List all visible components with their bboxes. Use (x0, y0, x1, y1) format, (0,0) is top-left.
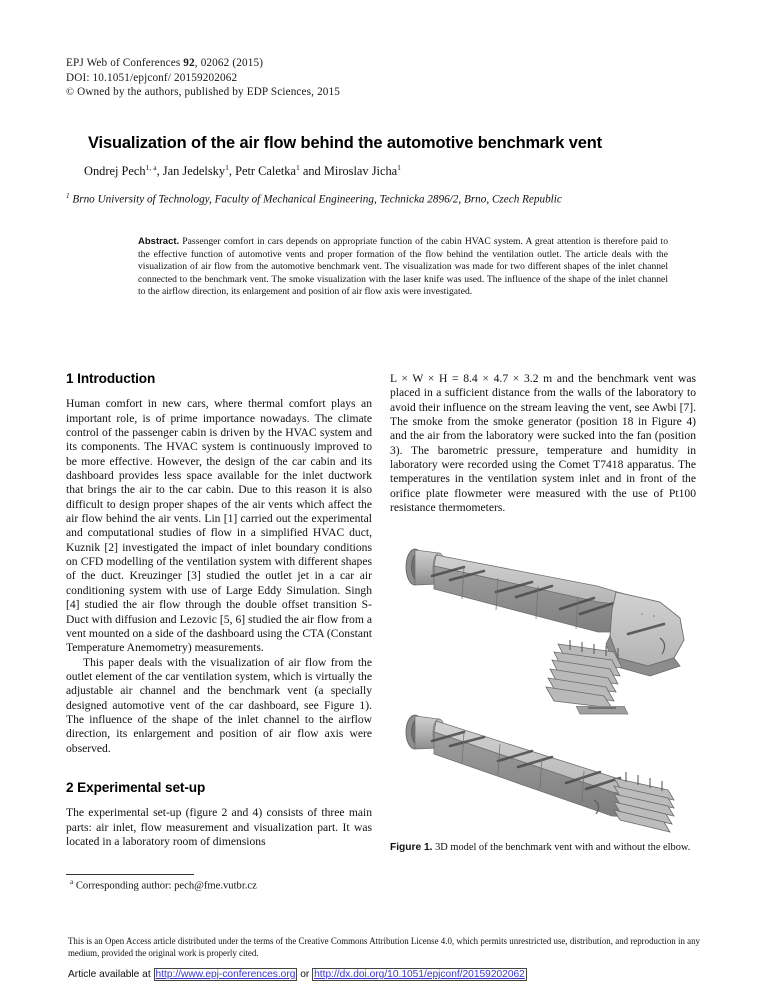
copyright-text: Owned by the authors, published by EDP Sciences, 2015 (77, 86, 341, 99)
journal-article-number: , 02062 (2015) (194, 57, 264, 69)
introduction-paragraph-1: Human comfort in new cars, where thermal comfort plays an important role, is of prime importance nowadays. The climate control of the passenger cabin is driven by the HVAC system and its components. The HVAC system is continuously improved to be more effective. However, the design of the car cabin and its dashboard provides less space available for the inlet ductwork that brings the air to the car cabin. Due to this reason it is also difficult to design proper shapes of the air vents which affect the air flow behind the air vents. Lin [1] carried out the experimental and computational studies of flow in a simplified HVAC duct, Kuznik [2] investigated the impact of inlet boundary conditions on CFD modelling of the ventilation system with different shapes of the duct. Kreuzinger [3] studied the outlet jet in a car air conditioning system with use of Large Eddy Simulation. Singh [4] studied the air flow through the double offset transition S-Duct with diffusion and Lezovic [5, 6] studied the air flow from a vent mounted on a side of the dashboard using the CTA (Constant Temperature Anemometry) measurements. (66, 397, 372, 655)
journal-reference-line (66, 56, 340, 71)
open-access-license-text: This is an Open Access article distributed under the terms of the Creative Commons Attribution License 4.0, which permits unrestricted use, distribution, and reproduction in any medium, provided the original work is properly cited. (68, 936, 700, 958)
figure-caption-text: 3D model of the benchmark vent with and without the elbow. (432, 842, 691, 853)
author-affiliation-marker: 1 (397, 163, 401, 172)
affiliation-marker: 1 (66, 192, 70, 200)
experimental-paragraph-1: The experimental set-up (figure 2 and 4) consists of three main parts: air inlet, flow measurement and visualization part. It was located in a laboratory room of dimensions (66, 806, 372, 848)
abstract (138, 236, 668, 299)
author-affiliation-marker: 1, a (145, 163, 157, 172)
journal-volume: 92 (183, 57, 195, 69)
author-affiliation-marker: 1 (295, 163, 300, 172)
article-availability-bar (68, 969, 708, 980)
section-heading-experimental-setup: 2 Experimental set-up (66, 779, 206, 795)
experimental-paragraph-1-continued: L × W × H = 8.4 × 4.7 × 3.2 m and the benchmark vent was placed in a sufficient distance from the walls of the laboratory to avoid their influence on the stream leaving the vent, see Awbi [7]. The smoke from the smoke generator (position 18 in Figure 4) and the air from the laboratory were sucked into the fan (position 3). The barometric pressure, temperature and humidity in laboratory were recorded using the Comet T7418 apparatus. The temperatures in the ventilation system inlet and in front of the orifice plate flowmeter were measured with the use of Pt100 resistance thermometers. (390, 372, 696, 515)
page-title: Visualization of the air flow behind the automotive benchmark vent (88, 134, 603, 152)
journal-name: EPJ Web of Conferences (66, 57, 184, 69)
journal-copyright-line (66, 85, 340, 101)
author-conjunction: and (299, 164, 324, 179)
author-name: Miroslav Jicha (323, 164, 398, 179)
introduction-paragraph-2: This paper deals with the visualization of air flow from the outlet element of the car ventilation system, which is virtually the adjustable air channel and the benchmark vent (a specially designed automotive vent of the car dashboard, see Figure 1). The influence of the shape of the inlet channel to the airflow direction, its enlargement and position of air flow axis were observed. (66, 655, 372, 755)
epj-conferences-link[interactable]: http://www.epj-conferences.org (155, 969, 296, 980)
figure-1-caption (390, 842, 696, 855)
abstract-text: Passenger comfort in cars depends on appropriate function of the cabin HVAC system. A great attention is therefore paid to the effective function of automotive vents and proper formation of the flow behind the ventilation outlet. The article deals with the visualization of air flow from the automotive benchmark vent. The visualization was made for two different shapes of the inlet channel connected to the benchmark vent. The smoke visualization with the laser knife was used. The influence of the shape of the inlet channel to the airflow direction, its enlargement and position of air flow axis were investigated. (138, 236, 668, 298)
corresponding-author-footnote (70, 878, 370, 892)
availability-prefix: Article available at (68, 969, 154, 980)
availability-middle: or (297, 969, 313, 980)
journal-header (66, 56, 340, 101)
figure-label: Figure 1. (390, 842, 433, 853)
affiliation (66, 192, 706, 206)
abstract-label: Abstract. (138, 236, 180, 247)
author-list (84, 163, 684, 179)
duct-without-elbow-render (398, 706, 688, 834)
journal-doi-line: DOI: 10.1051/epjconf/ 20159202062 (66, 71, 238, 84)
section-heading-introduction: 1 Introduction (66, 371, 156, 386)
duct-with-elbow-render (392, 540, 694, 708)
copyright-icon: © (66, 87, 75, 99)
body-column-left (66, 372, 372, 849)
affiliation-text: Brno University of Technology, Faculty of Mechanical Engineering, Technicka 2896/2, Brno, Czech Republic (69, 193, 562, 206)
figure-1-image (390, 536, 696, 836)
footnote-divider (66, 874, 194, 875)
author-separator: , (156, 164, 163, 179)
doi-link[interactable]: http://dx.doi.org/10.1051/epjconf/20159202062 (314, 969, 525, 980)
author-name: Jan Jedelsky (162, 164, 226, 179)
footnote-text: Corresponding author: pech@fme.vutbr.cz (73, 880, 257, 892)
author-name: Petr Caletka (235, 164, 296, 179)
author-separator: , (228, 164, 236, 179)
author-affiliation-marker: 1 (225, 163, 229, 172)
body-column-right (390, 372, 696, 515)
footnote-marker: a (70, 878, 74, 886)
author-name: Ondrej Pech (84, 164, 146, 179)
